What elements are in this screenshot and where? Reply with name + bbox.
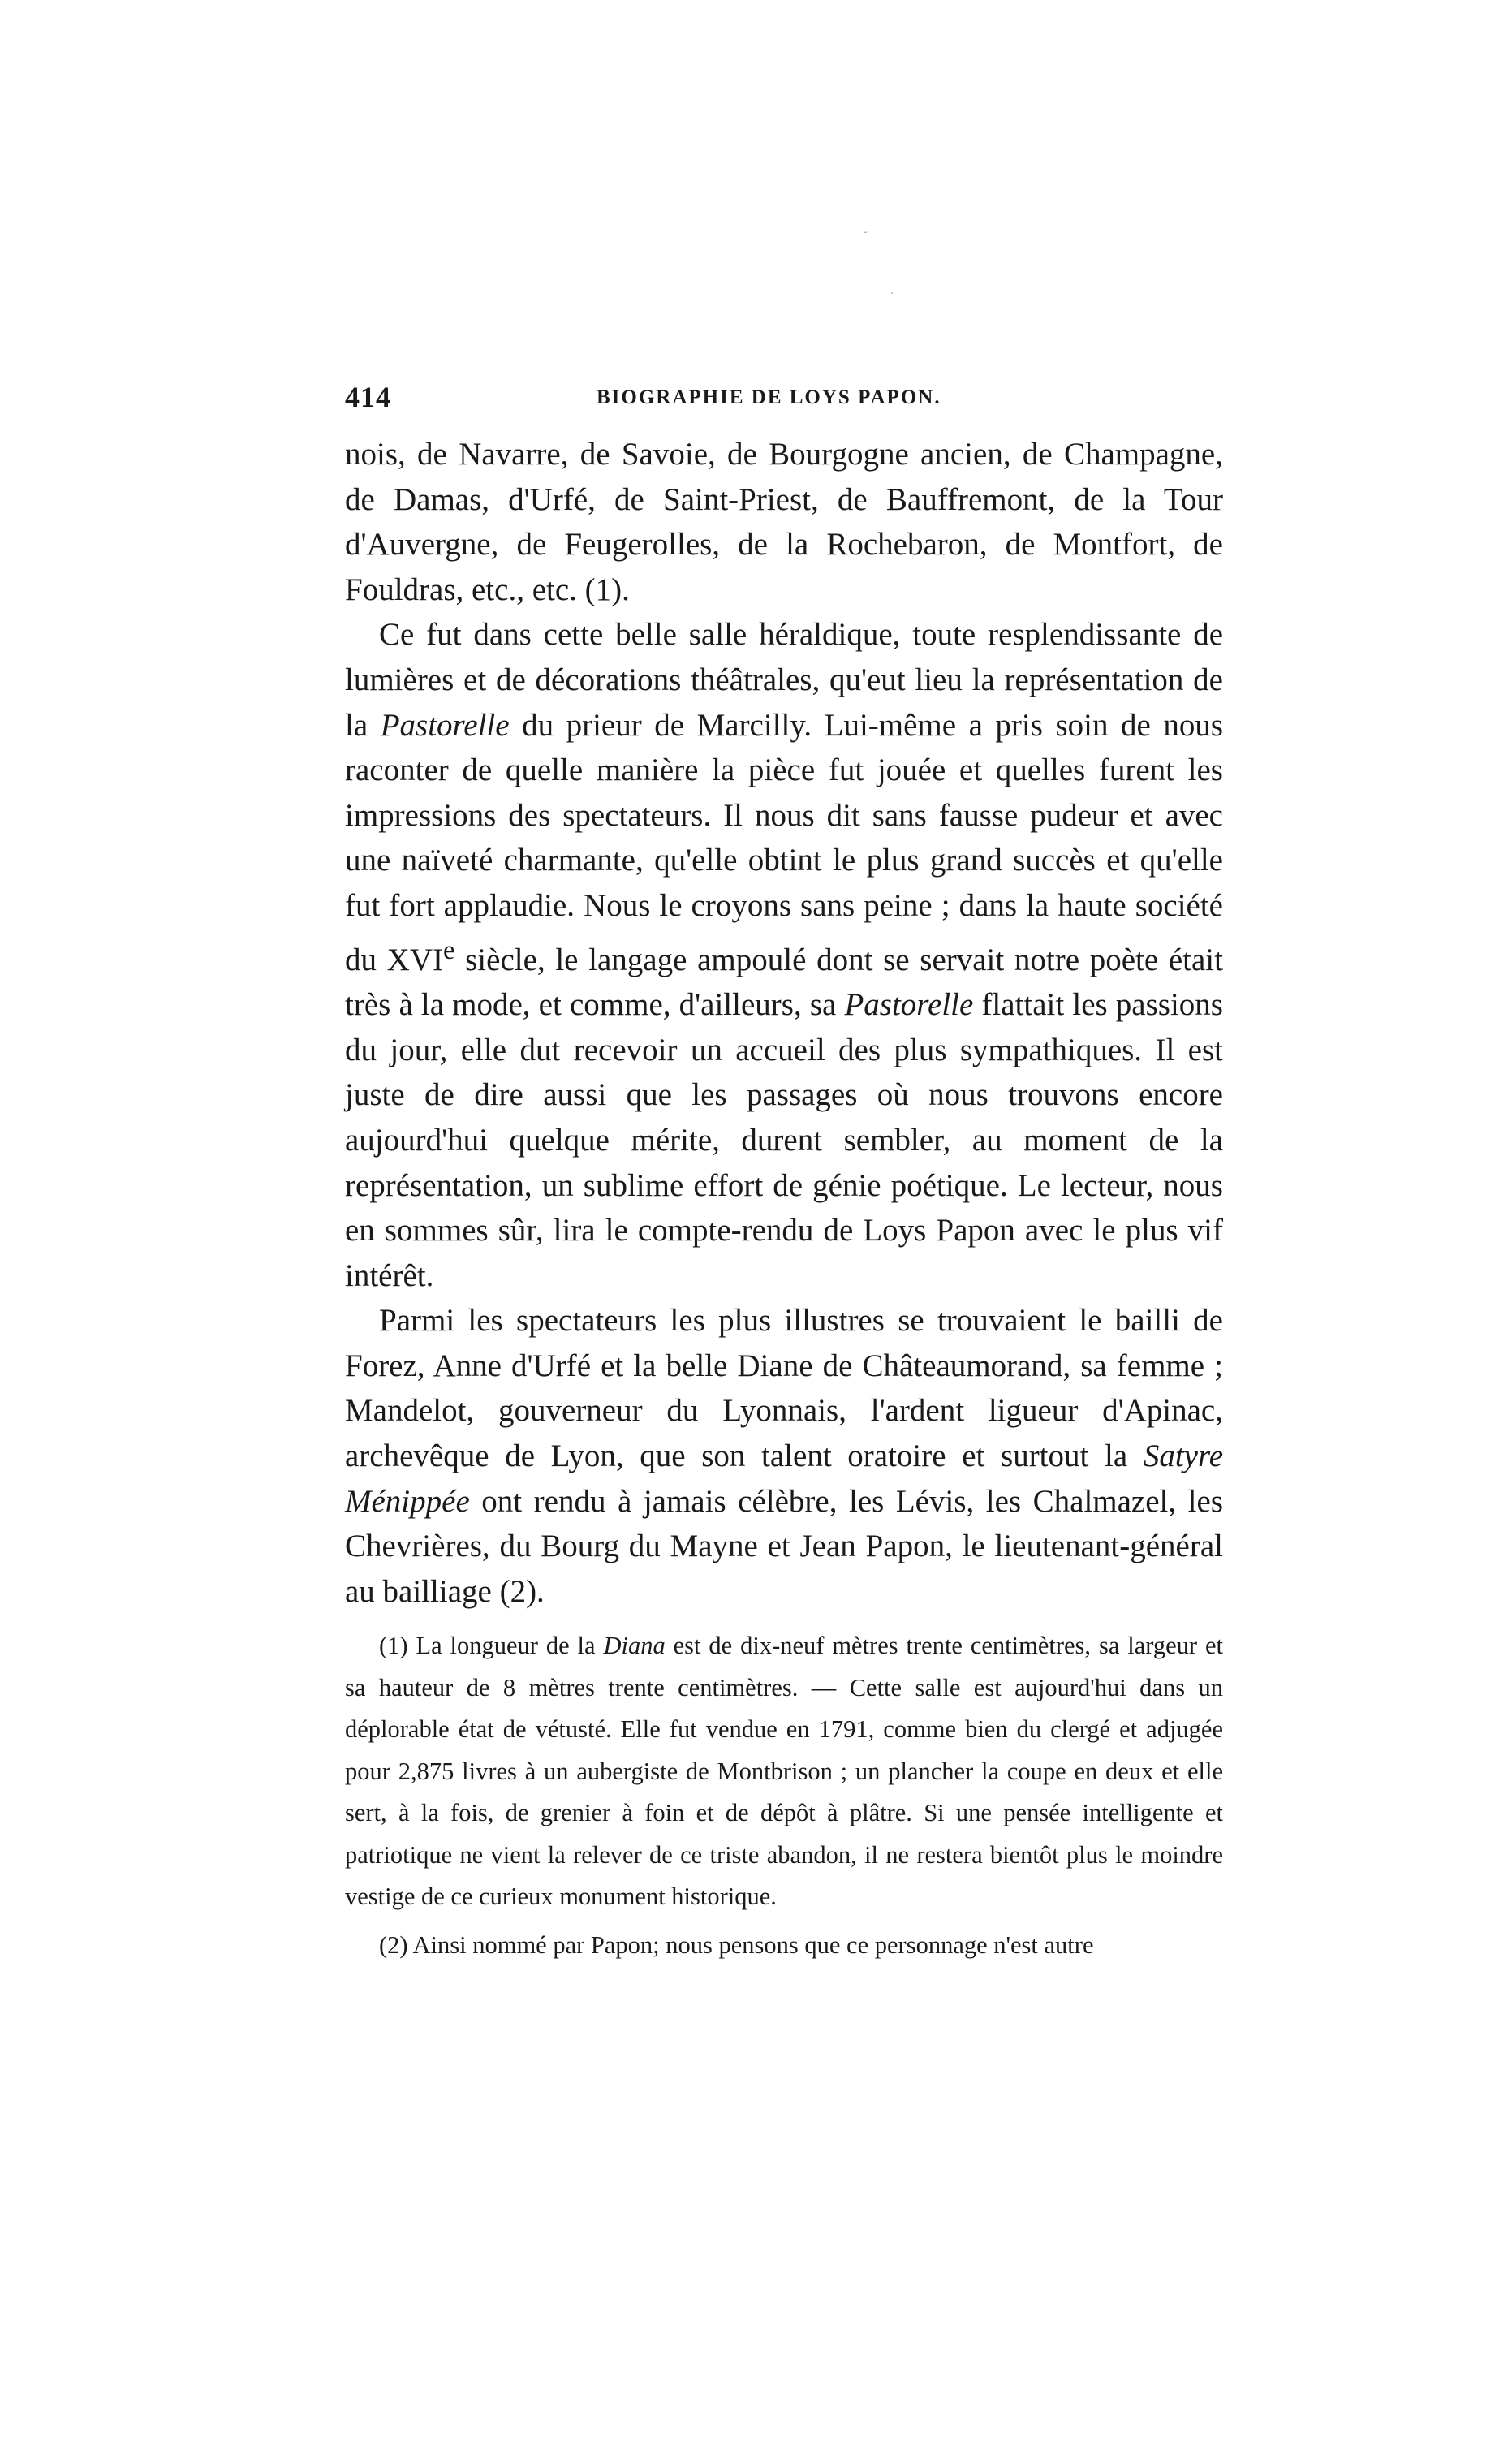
paragraph-2-text-b: du prieur de Marcilly. Lui-même a pris soin de nous raconter de quelle manière la pièce fut jouée et quelles furent les impressions des spectateurs. Il nous dit sans fausse pudeur et avec une naïveté charmante, qu'elle obtint le plus grand succès et qu'elle fut fort applaudie. Nous le croyons sans peine ; dans la haute société du XVI bbox=[345, 707, 1224, 977]
century-superscript: e bbox=[443, 935, 455, 965]
footnotes bbox=[345, 1625, 1223, 1966]
page-header bbox=[345, 380, 1221, 420]
footnote-1 bbox=[345, 1625, 1223, 1918]
footnote-1-text-a: (1) La longueur de la bbox=[379, 1632, 604, 1659]
pastorelle-title-1: Pastorelle bbox=[380, 707, 510, 743]
specks-top-2: · bbox=[890, 287, 894, 300]
paragraph-3 bbox=[345, 1298, 1223, 1614]
page-number: 414 bbox=[345, 381, 391, 413]
paragraph-1: nois, de Navarre, de Savoie, de Bourgogne ancien, de Champagne, de Damas, d'Urfé, de Saint-Priest, de Bauffremont, de la Tour d'Auvergne, de Feugerolles, de la Rochebaron, de Montfort, de Fouldras, etc., etc. (1). bbox=[345, 437, 1223, 607]
paragraph-2-text-c: siècle, le langage ampoulé dont se servait notre poète était très à la mode, et comme, d'ailleurs, sa bbox=[345, 942, 1223, 1023]
paragraph-2-text-a: Ce fut dans cette belle salle héraldique, toute resplendissante de lumières et de décorations théâtrales, qu'eut lieu la représentation de la bbox=[345, 617, 1223, 743]
satyre-menippee-title: Satyre Ménippée bbox=[345, 1438, 1223, 1519]
footnote-1-text-b: est de dix-neuf mètres trente centimètres, sa largeur et sa hauteur de 8 mètres trente centimètres. — Cette salle est aujourd'hui dans un déplorable état de vétusté. Elle fut vendue en 1791, comme bien du clergé et adjugée pour 2,875 livres à un aubergiste de Montbrison ; un plancher la coupe en deux et elle sert, à la fois, de grenier à foin et de dépôt à plâtre. Si une pensée intelligente et patriotique ne vient la relever de ce triste abandon, il ne restera bientôt plus le moindre vestige de ce curieux monument historique. bbox=[345, 1632, 1223, 1910]
footnote-2: (2) Ainsi nommé par Papon; nous pensons que ce personnage n'est autre bbox=[379, 1930, 1094, 1959]
specks-top-1: ˘ bbox=[863, 231, 868, 244]
pastorelle-title-2: Pastorelle bbox=[844, 987, 974, 1023]
diana-title: Diana bbox=[603, 1632, 666, 1659]
paragraph-2-text-d: flattait les passions du jour, elle dut recevoir un accueil des plus sympathiques. Il est juste de dire aussi que les passages où nous trouvons encore aujourd'hui quelque mérite, durent sembler, au moment de la représentation, un sublime effort de génie poétique. Le lecteur, nous en sommes sûr, lira le compte-rendu de Loys Papon avec le plus vif intérêt. bbox=[345, 987, 1223, 1293]
body-text bbox=[345, 432, 1223, 1614]
paragraph-2 bbox=[345, 612, 1223, 1298]
running-title: BIOGRAPHIE DE LOYS PAPON. bbox=[597, 386, 941, 408]
paragraph-3-text-b: ont rendu à jamais célèbre, les Lévis, les Chalmazel, les Chevrières, du Bourg du Mayne et Jean Papon, le lieutenant-général au bailliage (2). bbox=[345, 1483, 1223, 1609]
paragraph-3-text-a: Parmi les spectateurs les plus illustres se trouvaient le bailli de Forez, Anne d'Urfé et la belle Diane de Châteaumorand, sa femme ; Mandelot, gouverneur du Lyonnais, l'ardent ligueur d'Apinac, archevêque de Lyon, que son talent oratoire et surtout la bbox=[345, 1303, 1223, 1474]
